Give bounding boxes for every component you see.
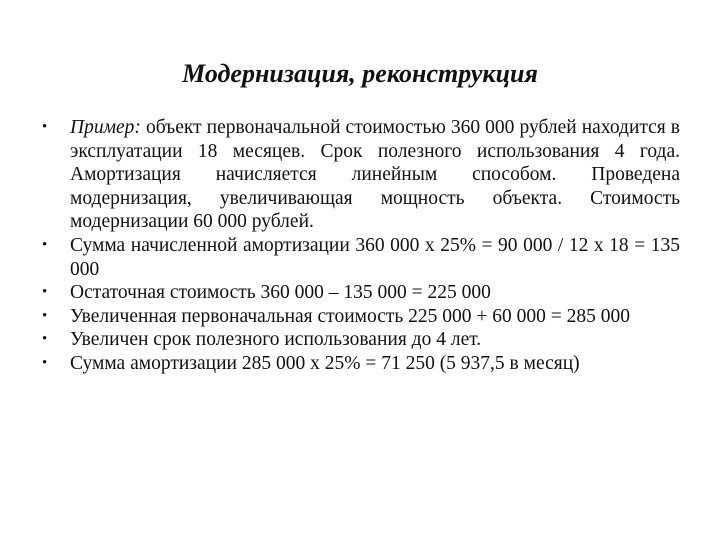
bullet-item-example	[40, 116, 680, 234]
bullet-dot: •	[42, 236, 48, 253]
depreciation-amount-text: Сумма амортизации 285 000 х 25% = 71 250 (5 937,5 в месяц)	[70, 352, 580, 374]
bullet-item-residual-value	[40, 281, 680, 305]
bullet-list	[40, 116, 680, 376]
bullet-dot: •	[42, 331, 48, 348]
increased-cost-text: Увеличенная первоначальная стоимость 225 000 + 60 000 = 285 000	[70, 305, 631, 327]
bullet-dot: •	[42, 354, 48, 371]
bullet-item-increased-cost	[40, 305, 680, 329]
residual-value-text: Остаточная стоимость 360 000 – 135 000 = 225 000	[70, 282, 491, 304]
slide-title: Модернизация, реконструкция	[182, 59, 538, 89]
bullet-item-useful-life	[40, 328, 680, 352]
bullet-dot: •	[42, 119, 48, 135]
accumulated-depreciation-text: Сумма начисленной амортизации 360 000 х 25% = 90 000 / 12 х 18 = 135 000	[70, 234, 680, 280]
example-lead: Пример:	[70, 117, 141, 138]
useful-life-text: Увеличен срок полезного использования до 4 лет.	[70, 329, 482, 351]
example-text: объект первоначальной стоимостью 360 000 рублей находится в эксплуатации 18 месяцев. Срок полезного использования 4 года. Амортизация начисляется линейным способом. Проведена модернизация, увеличивающая мощность объекта. Стоимость модернизации 60 000 рублей.	[70, 117, 680, 233]
bullet-dot: •	[42, 307, 48, 324]
bullet-item-depreciation-amount	[40, 352, 680, 376]
bullet-dot: •	[42, 284, 48, 301]
bullet-item-accumulated-depreciation	[40, 234, 680, 281]
